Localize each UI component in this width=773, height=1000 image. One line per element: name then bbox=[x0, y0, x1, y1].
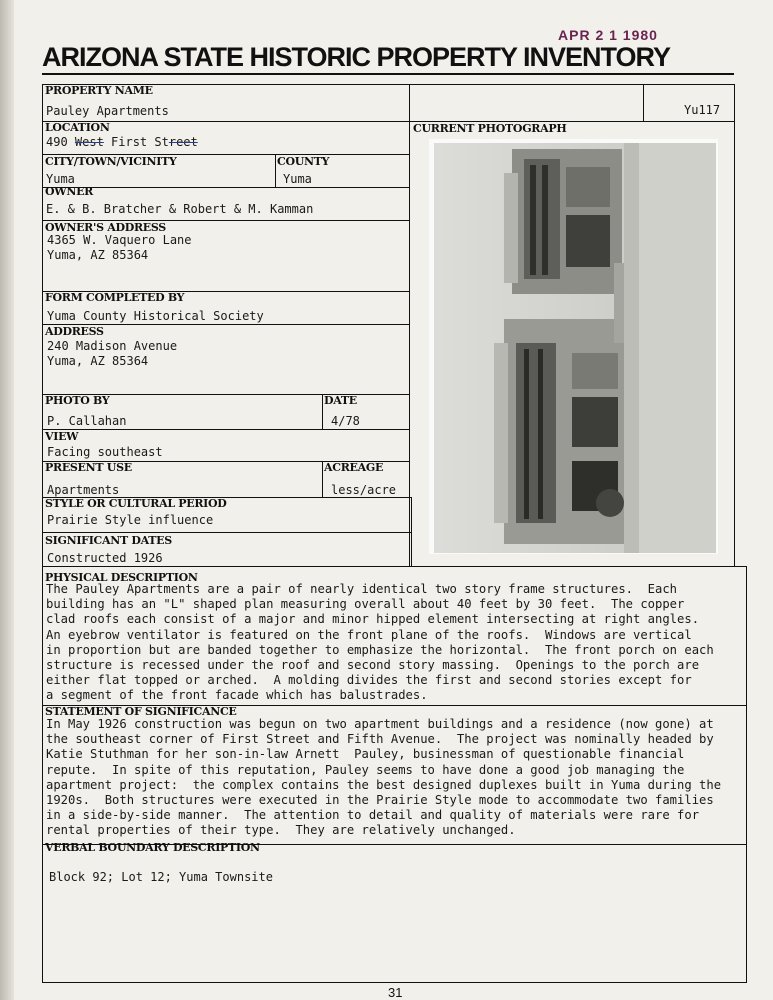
scan-binding-edge bbox=[0, 0, 14, 1000]
city-value: Yuma bbox=[46, 172, 75, 186]
form-title: ARIZONA STATE HISTORIC PROPERTY INVENTORY bbox=[42, 42, 671, 72]
view-label: VIEW bbox=[45, 430, 79, 443]
physical-description-line: clad roofs each consist of a major and minor hipped element intersecting at right angles. bbox=[46, 612, 700, 627]
received-date-stamp: APR 2 1 1980 bbox=[558, 27, 658, 43]
significance-line: In May 1926 construction was begun on two apartment buildings and a residence (now gone) at bbox=[46, 717, 714, 731]
physical-description-line: An eyebrow ventilator is featured on the front plane of the roofs. Windows are vertical bbox=[46, 627, 692, 642]
verbal-boundary-label: VERBAL BOUNDARY DESCRIPTION bbox=[45, 841, 260, 854]
physical-description-text bbox=[46, 582, 714, 704]
significant-dates-value: Constructed 1926 bbox=[47, 551, 163, 565]
physical-description-line: either flat topped or arched. A molding divides the first and second stories except for bbox=[46, 673, 692, 688]
verbal-boundary-value: Block 92; Lot 12; Yuma Townsite bbox=[49, 870, 273, 884]
page-number: 31 bbox=[388, 985, 403, 1000]
building-upper bbox=[504, 149, 622, 294]
present-use-label: PRESENT USE bbox=[45, 461, 132, 474]
physical-description-line: The Pauley Apartments are a pair of nearly identical two story frame structures. Each bbox=[46, 582, 678, 596]
location-struck-suffix: reet bbox=[168, 135, 198, 149]
present-use-value: Apartments bbox=[47, 483, 120, 497]
owner-label: OWNER bbox=[45, 185, 94, 198]
significance-line: in a side-by-side manner. The attention to detail and quality of materials were rare for bbox=[46, 808, 700, 823]
significance-line: Katie Stuthman for her son-in-law Arnett Pauley, businessman of questionable financial bbox=[46, 747, 685, 762]
significant-dates-label: SIGNIFICANT DATES bbox=[45, 534, 172, 547]
county-value: Yuma bbox=[283, 172, 312, 186]
owners-address-label: OWNER'S ADDRESS bbox=[45, 221, 166, 234]
significance-line: 1920s. Both structures were executed in the Prairie Style mode to accommodate two families bbox=[46, 793, 714, 808]
acreage-value: less/acre bbox=[331, 483, 397, 497]
address-line1: 240 Madison Avenue bbox=[47, 339, 178, 353]
location-label: LOCATION bbox=[45, 121, 110, 134]
date-label: DATE bbox=[324, 394, 357, 407]
statement-significance-label: STATEMENT OF SIGNIFICANCE bbox=[45, 705, 237, 718]
significance-line: the southeast corner of First Street and Fifth Avenue. The project was nominally headed by bbox=[46, 732, 714, 747]
form-completed-label: FORM COMPLETED BY bbox=[45, 291, 185, 304]
property-name-label: PROPERTY NAME bbox=[45, 84, 153, 97]
building-lower bbox=[494, 319, 624, 544]
blank-field-box bbox=[409, 84, 644, 122]
physical-description-line: building has an "L" shaped plan measuring overall about 40 feet by 30 feet. The copper bbox=[46, 597, 685, 612]
date-value: 4/78 bbox=[331, 414, 360, 428]
property-name-value: Pauley Apartments bbox=[46, 104, 169, 118]
physical-description-line: in proportion but are banded together to emphasize the horizontal. The front porch on each bbox=[46, 642, 714, 657]
photo-by-value: P. Callahan bbox=[47, 414, 127, 428]
form-completed-value: Yuma County Historical Society bbox=[47, 309, 264, 323]
significance-line: repute. In spite of this reputation, Pauley seems to have done a good job managing the bbox=[46, 762, 685, 777]
owners-address-line2: Yuma, AZ 85364 bbox=[47, 248, 149, 262]
title-underline bbox=[42, 73, 734, 75]
physical-description-label: PHYSICAL DESCRIPTION bbox=[45, 571, 198, 584]
statement-significance-text bbox=[46, 717, 721, 839]
city-label: CITY/TOWN/VICINITY bbox=[45, 155, 177, 168]
current-photograph-label: CURRENT PHOTOGRAPH bbox=[413, 122, 567, 135]
acreage-label: ACREAGE bbox=[324, 461, 384, 474]
address-line2: Yuma, AZ 85364 bbox=[47, 354, 149, 368]
view-value: Facing southeast bbox=[47, 445, 163, 459]
address-label: ADDRESS bbox=[45, 325, 104, 338]
physical-description-line: structure is recessed under the roof and second story massing. Openings to the porch are bbox=[46, 658, 700, 673]
style-period-value: Prairie Style influence bbox=[47, 513, 214, 527]
photo-by-label: PHOTO BY bbox=[45, 394, 110, 407]
inventory-number: Yu117 bbox=[684, 103, 721, 117]
location-value: 490 West First Street bbox=[46, 135, 198, 149]
significance-line: apartment project: the complex contains the best designed duplexes built in Yuma during the bbox=[46, 777, 722, 792]
style-period-label: STYLE OR CULTURAL PERIOD bbox=[45, 497, 227, 510]
owner-value: E. & B. Bratcher & Robert & M. Kamman bbox=[46, 202, 314, 216]
owners-address-line1: 4365 W. Vaquero Lane bbox=[47, 233, 192, 247]
physical-description-line: a segment of the front facade which has balustrades. bbox=[46, 688, 428, 703]
county-label: COUNTY bbox=[277, 155, 330, 168]
building-photograph bbox=[434, 143, 716, 553]
verbal-boundary-box bbox=[42, 844, 747, 983]
location-struck-word: West bbox=[74, 135, 104, 149]
significance-line: rental properties of their type. They are relatively unchanged. bbox=[46, 823, 516, 838]
